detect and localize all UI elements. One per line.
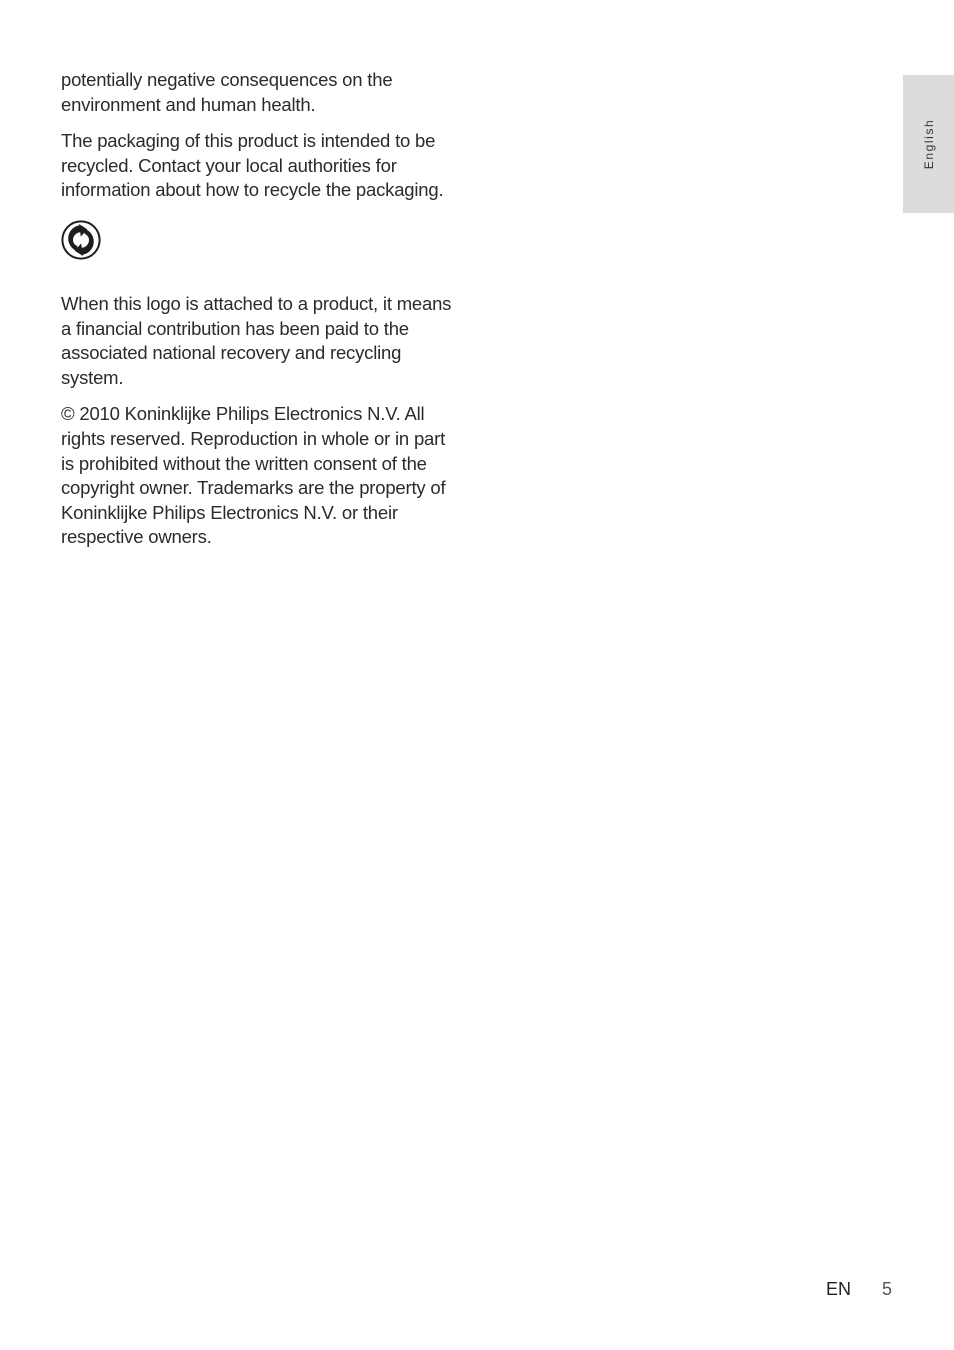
footer-language-code: EN [826, 1279, 852, 1299]
paragraph-copyright: © 2010 Koninklijke Philips Electronics N.V. All rights reserved. Reproduction in whole or in part is prohibited without the written consent of the copyright owner. Trademarks are the property of Koninklijke Philips Electronics N.V. or their respective owners. [61, 403, 446, 548]
paragraph-logo-meaning: When this logo is attached to a product, it means a financial contribution has been paid to the associated national recovery and recycling system. [61, 292, 452, 388]
paragraph-environment: potentially negative consequences on the environment and human health. [61, 69, 393, 115]
green-dot-recycling-icon [61, 219, 101, 261]
main-text-column [61, 68, 461, 562]
language-side-tab [903, 75, 954, 213]
language-label: English [921, 118, 936, 170]
paragraph-packaging: The packaging of this product is intended to be recycled. Contact your local authorities for information about how to recycle the packaging. [61, 130, 444, 201]
page-number: 5 [882, 1279, 893, 1299]
